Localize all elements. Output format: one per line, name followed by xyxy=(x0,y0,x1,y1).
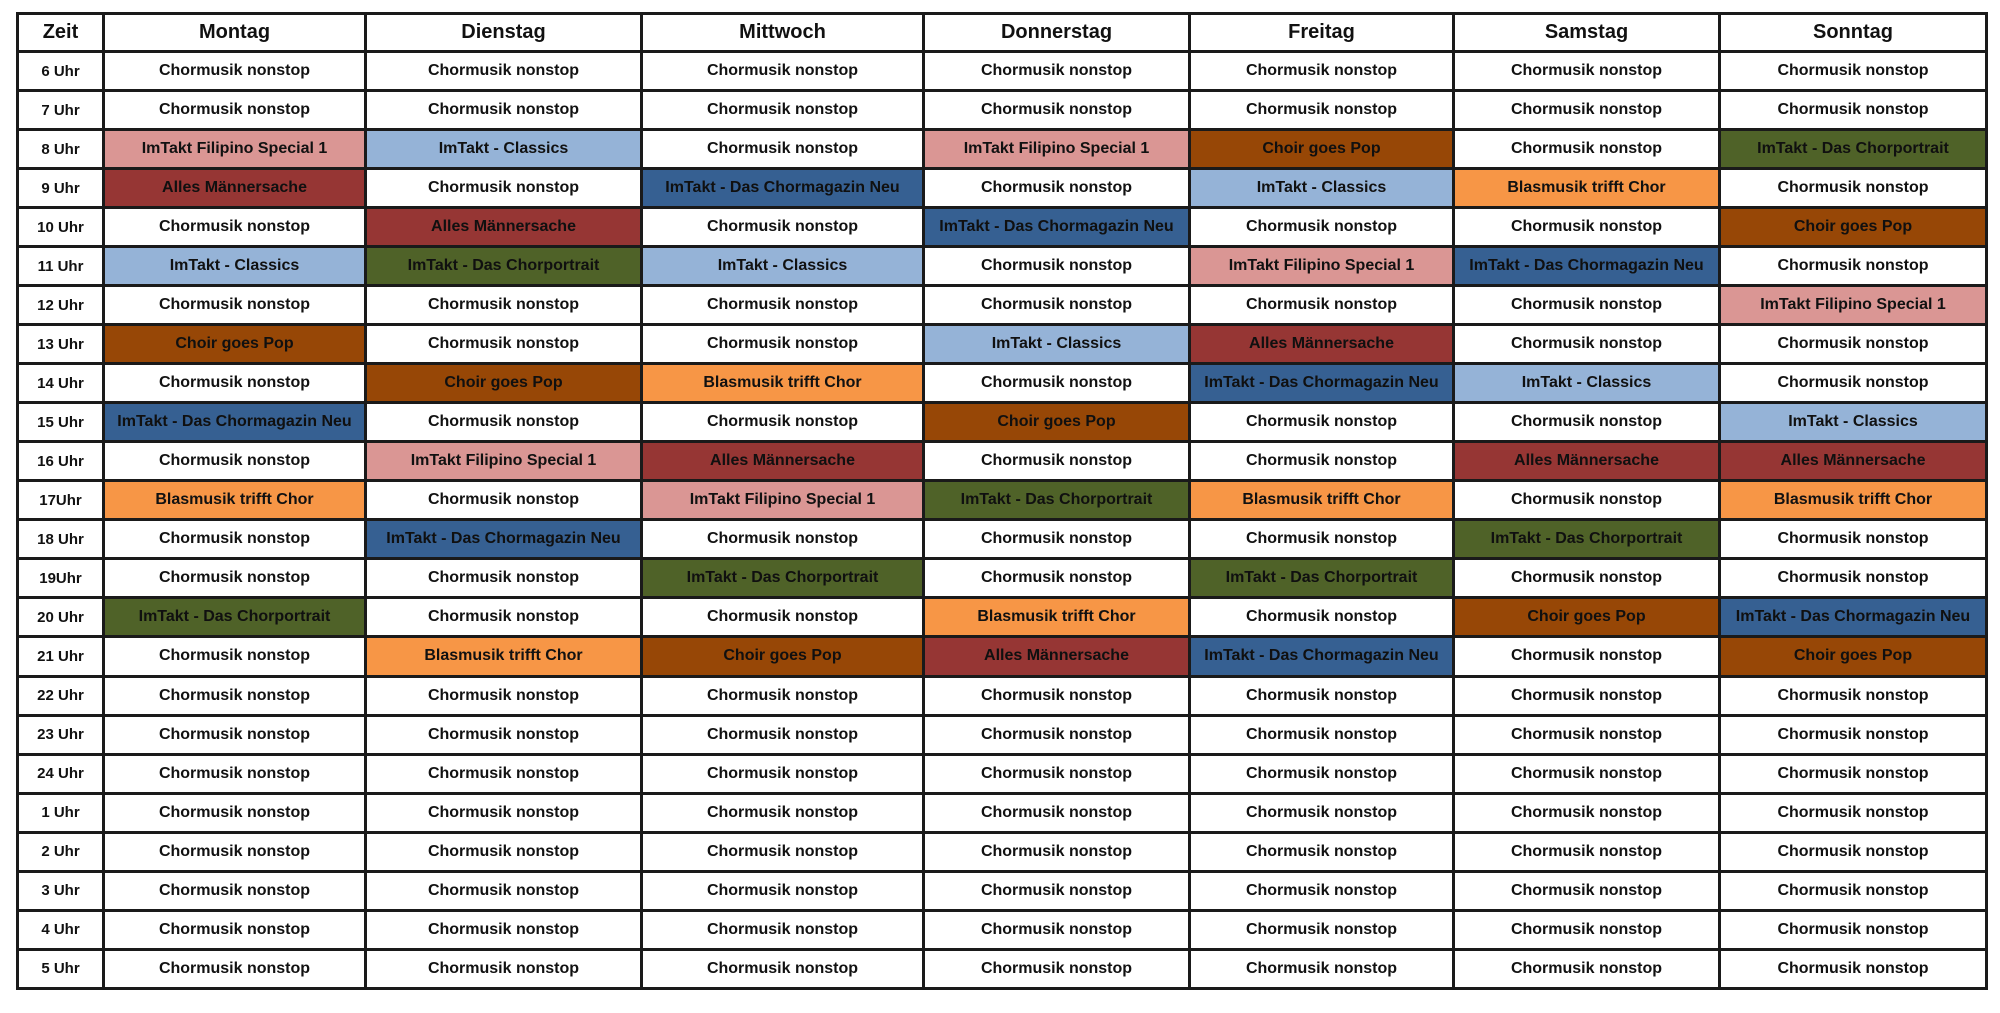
header-day: Samstag xyxy=(1454,14,1720,52)
program-cell: Chormusik nonstop xyxy=(366,754,642,793)
program-cell: Blasmusik trifft Chor xyxy=(104,481,366,520)
program-cell: ImTakt - Das Chorportrait xyxy=(1454,520,1720,559)
program-cell: Blasmusik trifft Chor xyxy=(924,598,1190,637)
time-cell: 14 Uhr xyxy=(18,364,104,403)
program-cell: Chormusik nonstop xyxy=(1190,442,1454,481)
header-day: Sonntag xyxy=(1720,14,1987,52)
program-cell: Chormusik nonstop xyxy=(924,364,1190,403)
schedule-row xyxy=(18,286,1987,325)
program-cell: Chormusik nonstop xyxy=(642,325,924,364)
program-cell: Alles Männersache xyxy=(366,208,642,247)
program-cell: Chormusik nonstop xyxy=(1720,832,1987,871)
program-cell: Chormusik nonstop xyxy=(1454,91,1720,130)
program-cell: Chormusik nonstop xyxy=(924,754,1190,793)
time-cell: 21 Uhr xyxy=(18,637,104,676)
program-cell: Chormusik nonstop xyxy=(1454,832,1720,871)
program-schedule-table xyxy=(16,12,1988,990)
program-cell: Chormusik nonstop xyxy=(104,91,366,130)
program-cell: Choir goes Pop xyxy=(642,637,924,676)
program-cell: Chormusik nonstop xyxy=(1454,403,1720,442)
schedule-row xyxy=(18,754,1987,793)
program-cell: Chormusik nonstop xyxy=(104,364,366,403)
program-cell: Chormusik nonstop xyxy=(1454,754,1720,793)
program-cell: ImTakt - Das Chormagazin Neu xyxy=(1190,637,1454,676)
program-cell: ImTakt - Classics xyxy=(104,247,366,286)
program-cell: ImTakt - Das Chormagazin Neu xyxy=(104,403,366,442)
header-time: Zeit xyxy=(18,14,104,52)
program-cell: Chormusik nonstop xyxy=(1190,520,1454,559)
program-cell: Chormusik nonstop xyxy=(1720,715,1987,754)
program-cell: Chormusik nonstop xyxy=(924,247,1190,286)
schedule-body xyxy=(18,52,1987,989)
program-cell: Chormusik nonstop xyxy=(642,91,924,130)
time-cell: 7 Uhr xyxy=(18,91,104,130)
time-cell: 2 Uhr xyxy=(18,832,104,871)
program-cell: ImTakt Filipino Special 1 xyxy=(366,442,642,481)
program-cell: Chormusik nonstop xyxy=(1190,715,1454,754)
program-cell: Chormusik nonstop xyxy=(924,793,1190,832)
program-cell: Choir goes Pop xyxy=(1454,598,1720,637)
program-cell: ImTakt - Das Chorportrait xyxy=(366,247,642,286)
program-cell: ImTakt - Das Chorportrait xyxy=(1190,559,1454,598)
program-cell: Chormusik nonstop xyxy=(104,793,366,832)
program-cell: ImTakt - Das Chorportrait xyxy=(642,559,924,598)
program-cell: Chormusik nonstop xyxy=(924,871,1190,910)
time-cell: 18 Uhr xyxy=(18,520,104,559)
program-cell: Chormusik nonstop xyxy=(366,403,642,442)
program-cell: Chormusik nonstop xyxy=(366,715,642,754)
program-cell: Chormusik nonstop xyxy=(1720,871,1987,910)
time-cell: 17Uhr xyxy=(18,481,104,520)
program-cell: ImTakt - Classics xyxy=(1454,364,1720,403)
time-cell: 13 Uhr xyxy=(18,325,104,364)
time-cell: 24 Uhr xyxy=(18,754,104,793)
program-cell: Chormusik nonstop xyxy=(642,52,924,91)
program-cell: Chormusik nonstop xyxy=(1720,949,1987,988)
program-cell: Chormusik nonstop xyxy=(1720,325,1987,364)
program-cell: Chormusik nonstop xyxy=(104,559,366,598)
schedule-row xyxy=(18,325,1987,364)
program-cell: Chormusik nonstop xyxy=(1720,793,1987,832)
time-cell: 4 Uhr xyxy=(18,910,104,949)
schedule-row xyxy=(18,52,1987,91)
time-cell: 9 Uhr xyxy=(18,169,104,208)
program-cell: Alles Männersache xyxy=(104,169,366,208)
time-cell: 12 Uhr xyxy=(18,286,104,325)
program-cell: Chormusik nonstop xyxy=(924,910,1190,949)
header-day: Donnerstag xyxy=(924,14,1190,52)
program-cell: Chormusik nonstop xyxy=(1454,949,1720,988)
program-cell: Chormusik nonstop xyxy=(1720,169,1987,208)
program-cell: Choir goes Pop xyxy=(924,403,1190,442)
program-cell: Chormusik nonstop xyxy=(924,91,1190,130)
program-cell: Chormusik nonstop xyxy=(366,910,642,949)
program-cell: ImTakt - Classics xyxy=(1720,403,1987,442)
program-cell: Chormusik nonstop xyxy=(1190,832,1454,871)
program-cell: Chormusik nonstop xyxy=(104,637,366,676)
program-cell: Chormusik nonstop xyxy=(1720,559,1987,598)
program-cell: Chormusik nonstop xyxy=(924,520,1190,559)
program-cell: Chormusik nonstop xyxy=(366,793,642,832)
program-cell: Chormusik nonstop xyxy=(366,481,642,520)
program-cell: Chormusik nonstop xyxy=(1190,910,1454,949)
program-cell: Chormusik nonstop xyxy=(1190,754,1454,793)
program-cell: Chormusik nonstop xyxy=(924,832,1190,871)
program-cell: Chormusik nonstop xyxy=(642,520,924,559)
program-cell: Chormusik nonstop xyxy=(104,754,366,793)
program-cell: Blasmusik trifft Chor xyxy=(366,637,642,676)
time-cell: 1 Uhr xyxy=(18,793,104,832)
program-cell: Chormusik nonstop xyxy=(1190,949,1454,988)
program-cell: Chormusik nonstop xyxy=(924,52,1190,91)
time-cell: 8 Uhr xyxy=(18,130,104,169)
program-cell: Chormusik nonstop xyxy=(642,832,924,871)
program-cell: ImTakt - Das Chormagazin Neu xyxy=(1190,364,1454,403)
program-cell: Chormusik nonstop xyxy=(1720,52,1987,91)
time-cell: 23 Uhr xyxy=(18,715,104,754)
program-cell: Chormusik nonstop xyxy=(1454,286,1720,325)
program-cell: Chormusik nonstop xyxy=(104,52,366,91)
program-cell: Alles Männersache xyxy=(1454,442,1720,481)
program-cell: Choir goes Pop xyxy=(366,364,642,403)
schedule-row xyxy=(18,364,1987,403)
program-cell: Chormusik nonstop xyxy=(924,286,1190,325)
program-cell: ImTakt - Classics xyxy=(642,247,924,286)
program-cell: ImTakt - Das Chorportrait xyxy=(1720,130,1987,169)
schedule-row xyxy=(18,871,1987,910)
schedule-row xyxy=(18,442,1987,481)
program-cell: Chormusik nonstop xyxy=(642,871,924,910)
program-cell: Chormusik nonstop xyxy=(924,676,1190,715)
program-cell: Chormusik nonstop xyxy=(1720,676,1987,715)
program-cell: Chormusik nonstop xyxy=(1190,208,1454,247)
program-cell: Alles Männersache xyxy=(1720,442,1987,481)
program-cell: ImTakt - Das Chorportrait xyxy=(924,481,1190,520)
program-cell: Chormusik nonstop xyxy=(366,52,642,91)
program-cell: Chormusik nonstop xyxy=(642,949,924,988)
schedule-row xyxy=(18,637,1987,676)
schedule-row xyxy=(18,91,1987,130)
program-cell: Chormusik nonstop xyxy=(1190,871,1454,910)
program-cell: Choir goes Pop xyxy=(104,325,366,364)
schedule-row xyxy=(18,949,1987,988)
program-cell: ImTakt Filipino Special 1 xyxy=(924,130,1190,169)
program-cell: Chormusik nonstop xyxy=(1454,637,1720,676)
program-cell: Chormusik nonstop xyxy=(1454,676,1720,715)
program-cell: Chormusik nonstop xyxy=(366,598,642,637)
program-cell: ImTakt - Das Chormagazin Neu xyxy=(1720,598,1987,637)
program-cell: Chormusik nonstop xyxy=(366,286,642,325)
program-cell: Chormusik nonstop xyxy=(1190,52,1454,91)
program-cell: Chormusik nonstop xyxy=(366,325,642,364)
program-cell: Chormusik nonstop xyxy=(1190,91,1454,130)
program-cell: Chormusik nonstop xyxy=(924,442,1190,481)
program-cell: Chormusik nonstop xyxy=(924,559,1190,598)
program-cell: Chormusik nonstop xyxy=(366,559,642,598)
program-cell: ImTakt - Classics xyxy=(366,130,642,169)
program-cell: Blasmusik trifft Chor xyxy=(1720,481,1987,520)
schedule-row xyxy=(18,676,1987,715)
time-cell: 20 Uhr xyxy=(18,598,104,637)
program-cell: Chormusik nonstop xyxy=(1190,598,1454,637)
program-cell: Chormusik nonstop xyxy=(1454,208,1720,247)
program-cell: Chormusik nonstop xyxy=(1454,871,1720,910)
program-cell: Chormusik nonstop xyxy=(1454,52,1720,91)
program-cell: Alles Männersache xyxy=(924,637,1190,676)
program-cell: Chormusik nonstop xyxy=(104,208,366,247)
schedule-row xyxy=(18,247,1987,286)
schedule-row xyxy=(18,403,1987,442)
program-cell: Blasmusik trifft Chor xyxy=(642,364,924,403)
program-cell: Choir goes Pop xyxy=(1720,637,1987,676)
program-cell: Chormusik nonstop xyxy=(924,949,1190,988)
program-cell: Chormusik nonstop xyxy=(366,169,642,208)
program-cell: ImTakt Filipino Special 1 xyxy=(1190,247,1454,286)
program-cell: Chormusik nonstop xyxy=(642,130,924,169)
schedule-row xyxy=(18,481,1987,520)
program-cell: Choir goes Pop xyxy=(1720,208,1987,247)
program-cell: Chormusik nonstop xyxy=(1720,247,1987,286)
time-cell: 10 Uhr xyxy=(18,208,104,247)
header-day: Dienstag xyxy=(366,14,642,52)
program-cell: Chormusik nonstop xyxy=(1720,520,1987,559)
program-cell: Chormusik nonstop xyxy=(366,676,642,715)
schedule-row xyxy=(18,715,1987,754)
time-cell: 19Uhr xyxy=(18,559,104,598)
header-day: Mittwoch xyxy=(642,14,924,52)
program-cell: Chormusik nonstop xyxy=(1454,715,1720,754)
program-cell: ImTakt - Das Chormagazin Neu xyxy=(924,208,1190,247)
schedule-row xyxy=(18,130,1987,169)
schedule-header xyxy=(18,14,1987,52)
schedule-row xyxy=(18,520,1987,559)
program-cell: Chormusik nonstop xyxy=(104,949,366,988)
program-cell: Alles Männersache xyxy=(1190,325,1454,364)
program-cell: ImTakt - Das Chorportrait xyxy=(104,598,366,637)
program-cell: Chormusik nonstop xyxy=(924,715,1190,754)
program-cell: Chormusik nonstop xyxy=(1190,403,1454,442)
program-cell: Chormusik nonstop xyxy=(1454,793,1720,832)
program-cell: Chormusik nonstop xyxy=(104,442,366,481)
program-cell: ImTakt - Das Chormagazin Neu xyxy=(366,520,642,559)
program-cell: Chormusik nonstop xyxy=(104,286,366,325)
program-cell: Chormusik nonstop xyxy=(1454,130,1720,169)
program-cell: Chormusik nonstop xyxy=(1454,481,1720,520)
program-cell: Chormusik nonstop xyxy=(366,832,642,871)
program-cell: Chormusik nonstop xyxy=(642,676,924,715)
time-cell: 16 Uhr xyxy=(18,442,104,481)
program-cell: Chormusik nonstop xyxy=(642,598,924,637)
program-cell: ImTakt - Classics xyxy=(1190,169,1454,208)
program-cell: Chormusik nonstop xyxy=(642,208,924,247)
program-cell: Chormusik nonstop xyxy=(642,286,924,325)
program-cell: Chormusik nonstop xyxy=(1720,910,1987,949)
program-cell: Alles Männersache xyxy=(642,442,924,481)
program-cell: Chormusik nonstop xyxy=(104,910,366,949)
schedule-row xyxy=(18,559,1987,598)
program-cell: Chormusik nonstop xyxy=(1454,910,1720,949)
program-cell: Chormusik nonstop xyxy=(1720,364,1987,403)
program-cell: Chormusik nonstop xyxy=(642,715,924,754)
time-cell: 5 Uhr xyxy=(18,949,104,988)
program-cell: Blasmusik trifft Chor xyxy=(1454,169,1720,208)
program-cell: Chormusik nonstop xyxy=(104,676,366,715)
time-cell: 11 Uhr xyxy=(18,247,104,286)
program-cell: Chormusik nonstop xyxy=(1190,286,1454,325)
program-cell: ImTakt Filipino Special 1 xyxy=(642,481,924,520)
program-cell: Chormusik nonstop xyxy=(366,871,642,910)
schedule-row xyxy=(18,910,1987,949)
program-cell: Chormusik nonstop xyxy=(104,715,366,754)
program-cell: Chormusik nonstop xyxy=(104,520,366,559)
program-cell: Chormusik nonstop xyxy=(366,91,642,130)
time-cell: 22 Uhr xyxy=(18,676,104,715)
program-cell: Chormusik nonstop xyxy=(366,949,642,988)
program-cell: Chormusik nonstop xyxy=(924,169,1190,208)
schedule-row xyxy=(18,598,1987,637)
header-day: Montag xyxy=(104,14,366,52)
schedule-row xyxy=(18,793,1987,832)
program-cell: Chormusik nonstop xyxy=(642,403,924,442)
header-day: Freitag xyxy=(1190,14,1454,52)
program-cell: Chormusik nonstop xyxy=(104,832,366,871)
schedule-row xyxy=(18,832,1987,871)
header-row xyxy=(18,14,1987,52)
program-cell: Chormusik nonstop xyxy=(1454,325,1720,364)
program-cell: ImTakt - Classics xyxy=(924,325,1190,364)
program-cell: Chormusik nonstop xyxy=(1190,676,1454,715)
program-cell: ImTakt - Das Chormagazin Neu xyxy=(1454,247,1720,286)
program-cell: Blasmusik trifft Chor xyxy=(1190,481,1454,520)
program-cell: ImTakt - Das Chormagazin Neu xyxy=(642,169,924,208)
program-cell: ImTakt Filipino Special 1 xyxy=(104,130,366,169)
program-cell: Chormusik nonstop xyxy=(1720,91,1987,130)
program-cell: Chormusik nonstop xyxy=(1720,754,1987,793)
program-cell: Choir goes Pop xyxy=(1190,130,1454,169)
program-cell: Chormusik nonstop xyxy=(642,754,924,793)
program-cell: Chormusik nonstop xyxy=(642,793,924,832)
program-cell: ImTakt Filipino Special 1 xyxy=(1720,286,1987,325)
program-cell: Chormusik nonstop xyxy=(1190,793,1454,832)
time-cell: 6 Uhr xyxy=(18,52,104,91)
program-cell: Chormusik nonstop xyxy=(104,871,366,910)
time-cell: 3 Uhr xyxy=(18,871,104,910)
time-cell: 15 Uhr xyxy=(18,403,104,442)
program-cell: Chormusik nonstop xyxy=(642,910,924,949)
schedule-row xyxy=(18,208,1987,247)
program-cell: Chormusik nonstop xyxy=(1454,559,1720,598)
schedule-row xyxy=(18,169,1987,208)
